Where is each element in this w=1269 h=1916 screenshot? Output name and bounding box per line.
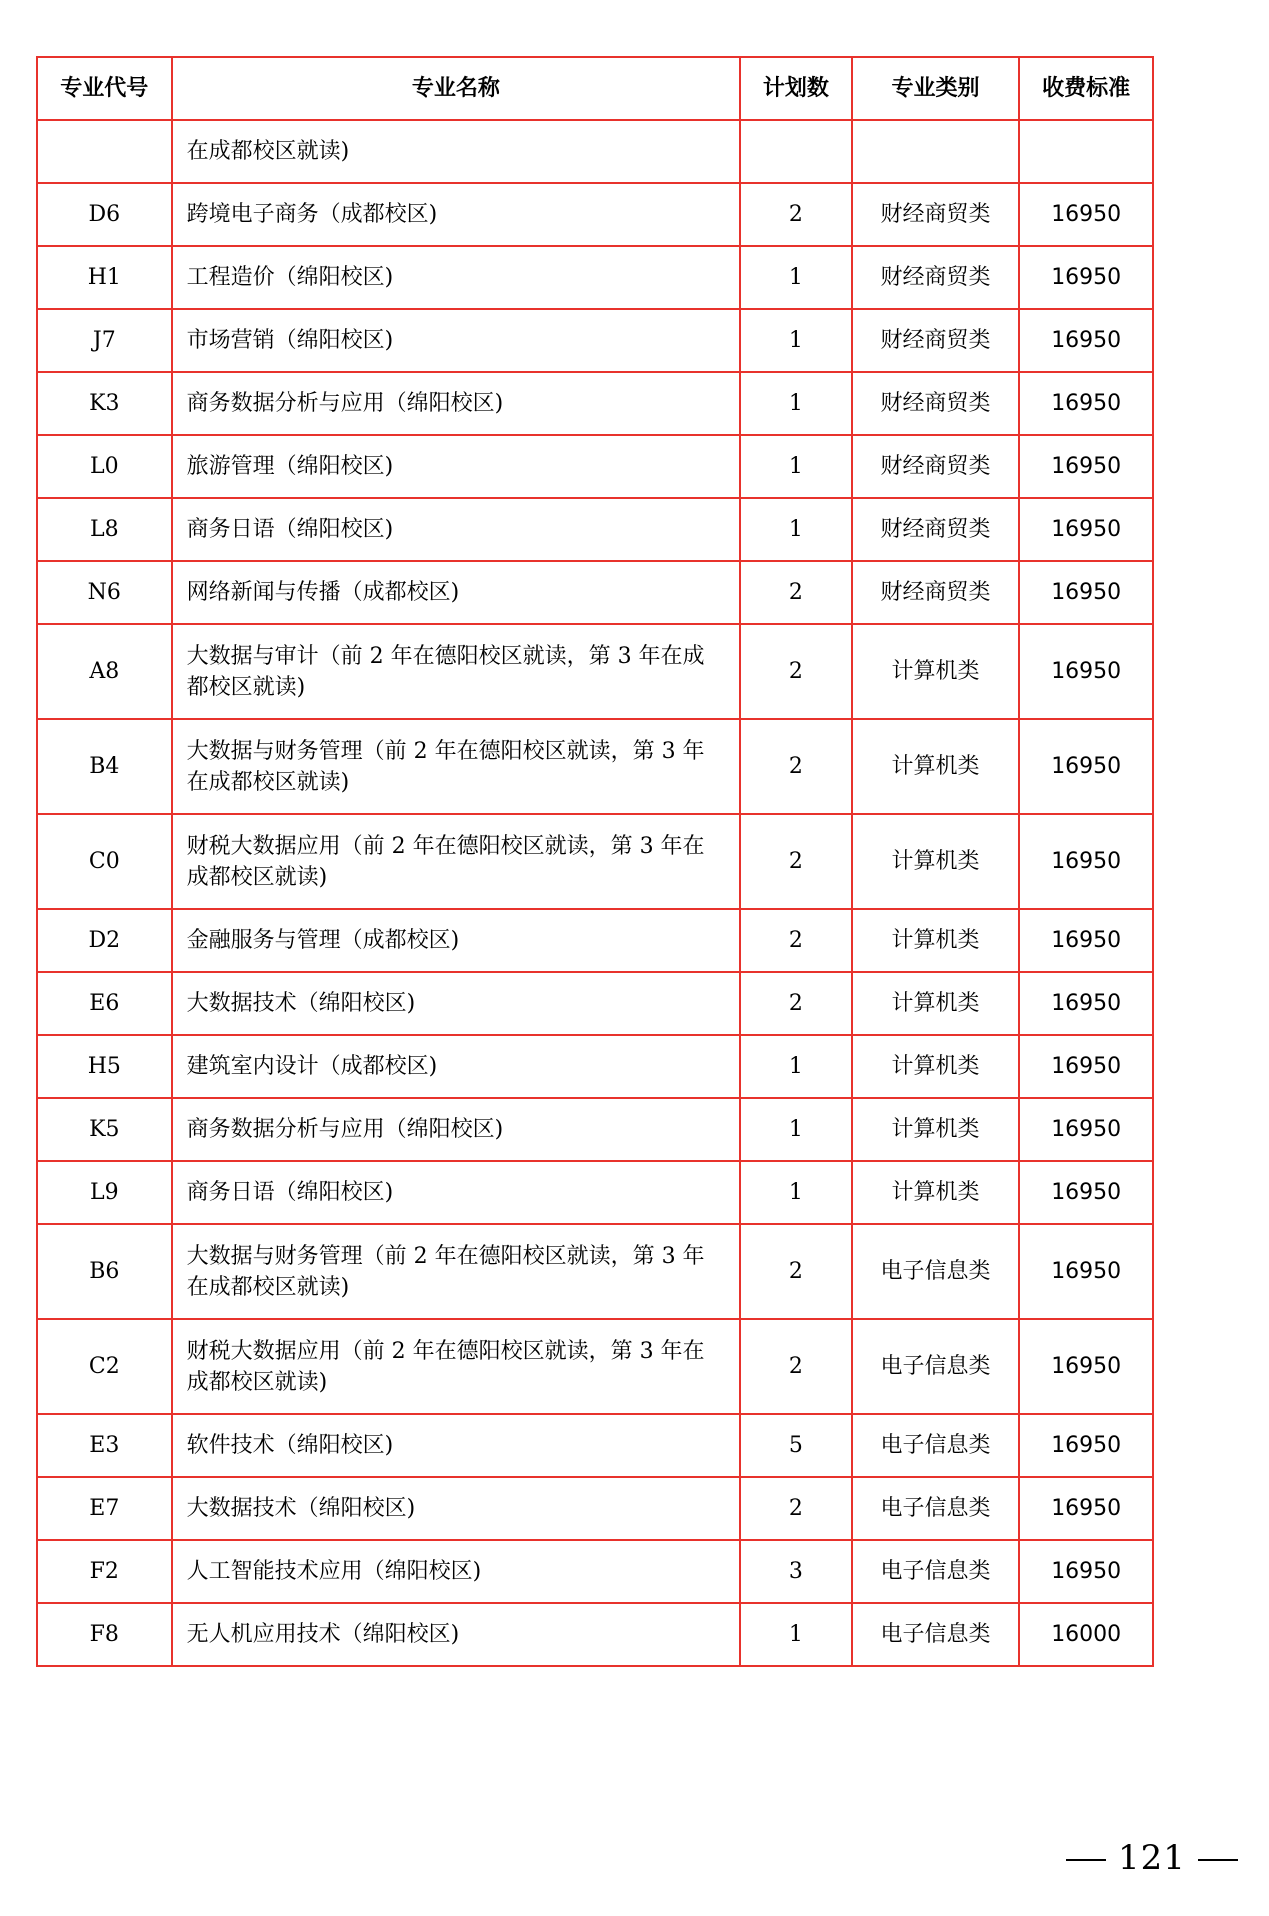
table-header-row bbox=[37, 57, 1153, 120]
cell-fee: 16950 bbox=[1019, 1161, 1153, 1224]
table-row bbox=[37, 719, 1153, 814]
cell-name: 建筑室内设计（成都校区) bbox=[172, 1035, 741, 1098]
cell-name: 大数据技术（绵阳校区) bbox=[172, 972, 741, 1035]
cell-fee: 16950 bbox=[1019, 498, 1153, 561]
table-row bbox=[37, 1224, 1153, 1319]
cell-category bbox=[852, 120, 1020, 183]
footer-dash-left bbox=[1066, 1859, 1106, 1861]
cell-plan: 5 bbox=[740, 1414, 851, 1477]
table-row bbox=[37, 435, 1153, 498]
table-row bbox=[37, 246, 1153, 309]
cell-fee: 16950 bbox=[1019, 1319, 1153, 1414]
cell-category: 财经商贸类 bbox=[852, 309, 1020, 372]
cell-category: 计算机类 bbox=[852, 972, 1020, 1035]
header-code: 专业代号 bbox=[37, 57, 172, 120]
cell-plan: 1 bbox=[740, 435, 851, 498]
cell-plan: 2 bbox=[740, 561, 851, 624]
cell-category: 财经商贸类 bbox=[852, 372, 1020, 435]
cell-fee: 16950 bbox=[1019, 1540, 1153, 1603]
footer-dash-right bbox=[1198, 1859, 1238, 1861]
cell-name: 旅游管理（绵阳校区) bbox=[172, 435, 741, 498]
cell-fee: 16950 bbox=[1019, 1414, 1153, 1477]
cell-name: 商务日语（绵阳校区) bbox=[172, 1161, 741, 1224]
table-row bbox=[37, 561, 1153, 624]
cell-name: 人工智能技术应用（绵阳校区) bbox=[172, 1540, 741, 1603]
cell-plan: 1 bbox=[740, 1161, 851, 1224]
table-row bbox=[37, 1161, 1153, 1224]
cell-code: C0 bbox=[37, 814, 172, 909]
cell-name: 在成都校区就读) bbox=[172, 120, 741, 183]
table-row bbox=[37, 1035, 1153, 1098]
cell-code: L8 bbox=[37, 498, 172, 561]
table-row bbox=[37, 1319, 1153, 1414]
cell-fee: 16950 bbox=[1019, 183, 1153, 246]
cell-code: C2 bbox=[37, 1319, 172, 1414]
cell-category: 财经商贸类 bbox=[852, 183, 1020, 246]
cell-fee: 16950 bbox=[1019, 1098, 1153, 1161]
cell-plan: 2 bbox=[740, 1319, 851, 1414]
cell-plan: 3 bbox=[740, 1540, 851, 1603]
header-fee: 收费标准 bbox=[1019, 57, 1153, 120]
cell-name: 工程造价（绵阳校区) bbox=[172, 246, 741, 309]
cell-fee: 16950 bbox=[1019, 1035, 1153, 1098]
cell-category: 计算机类 bbox=[852, 814, 1020, 909]
cell-fee: 16950 bbox=[1019, 909, 1153, 972]
cell-code: E7 bbox=[37, 1477, 172, 1540]
cell-code: L9 bbox=[37, 1161, 172, 1224]
cell-fee: 16950 bbox=[1019, 719, 1153, 814]
cell-code: K5 bbox=[37, 1098, 172, 1161]
cell-category: 电子信息类 bbox=[852, 1603, 1020, 1666]
cell-plan: 1 bbox=[740, 372, 851, 435]
cell-fee: 16950 bbox=[1019, 309, 1153, 372]
cell-plan: 2 bbox=[740, 814, 851, 909]
cell-code: B6 bbox=[37, 1224, 172, 1319]
cell-plan: 1 bbox=[740, 246, 851, 309]
cell-code: F2 bbox=[37, 1540, 172, 1603]
cell-category: 计算机类 bbox=[852, 909, 1020, 972]
cell-code: D2 bbox=[37, 909, 172, 972]
cell-fee: 16950 bbox=[1019, 246, 1153, 309]
table-row bbox=[37, 1098, 1153, 1161]
cell-name: 商务日语（绵阳校区) bbox=[172, 498, 741, 561]
cell-category: 计算机类 bbox=[852, 624, 1020, 719]
cell-fee: 16950 bbox=[1019, 561, 1153, 624]
cell-plan bbox=[740, 120, 851, 183]
cell-name: 大数据与财务管理（前 2 年在德阳校区就读，第 3 年在成都校区就读) bbox=[172, 719, 741, 814]
cell-fee: 16950 bbox=[1019, 814, 1153, 909]
cell-category: 计算机类 bbox=[852, 1161, 1020, 1224]
cell-category: 财经商贸类 bbox=[852, 561, 1020, 624]
header-category: 专业类别 bbox=[852, 57, 1020, 120]
cell-name: 跨境电子商务（成都校区) bbox=[172, 183, 741, 246]
cell-code: H1 bbox=[37, 246, 172, 309]
table-row bbox=[37, 309, 1153, 372]
cell-code: A8 bbox=[37, 624, 172, 719]
cell-code: F8 bbox=[37, 1603, 172, 1666]
cell-category: 电子信息类 bbox=[852, 1477, 1020, 1540]
cell-name: 财税大数据应用（前 2 年在德阳校区就读，第 3 年在成都校区就读) bbox=[172, 814, 741, 909]
cell-plan: 2 bbox=[740, 183, 851, 246]
table-row bbox=[37, 1477, 1153, 1540]
table-row bbox=[37, 498, 1153, 561]
table-row bbox=[37, 624, 1153, 719]
cell-plan: 1 bbox=[740, 1098, 851, 1161]
table-row bbox=[37, 972, 1153, 1035]
page-footer bbox=[1054, 1838, 1250, 1878]
cell-plan: 1 bbox=[740, 498, 851, 561]
cell-plan: 2 bbox=[740, 624, 851, 719]
table-row bbox=[37, 372, 1153, 435]
cell-fee: 16950 bbox=[1019, 435, 1153, 498]
cell-name: 商务数据分析与应用（绵阳校区) bbox=[172, 1098, 741, 1161]
cell-name: 网络新闻与传播（成都校区) bbox=[172, 561, 741, 624]
cell-name: 无人机应用技术（绵阳校区) bbox=[172, 1603, 741, 1666]
cell-code: L0 bbox=[37, 435, 172, 498]
cell-code: J7 bbox=[37, 309, 172, 372]
cell-plan: 2 bbox=[740, 972, 851, 1035]
page-number: 121 bbox=[1118, 1838, 1186, 1878]
cell-plan: 2 bbox=[740, 1477, 851, 1540]
cell-category: 计算机类 bbox=[852, 1035, 1020, 1098]
cell-name: 商务数据分析与应用（绵阳校区) bbox=[172, 372, 741, 435]
cell-category: 电子信息类 bbox=[852, 1540, 1020, 1603]
cell-category: 电子信息类 bbox=[852, 1319, 1020, 1414]
header-plan: 计划数 bbox=[740, 57, 851, 120]
cell-plan: 2 bbox=[740, 1224, 851, 1319]
cell-name: 大数据技术（绵阳校区) bbox=[172, 1477, 741, 1540]
cell-plan: 1 bbox=[740, 1603, 851, 1666]
cell-fee: 16950 bbox=[1019, 972, 1153, 1035]
cell-code: N6 bbox=[37, 561, 172, 624]
cell-code bbox=[37, 120, 172, 183]
table-row bbox=[37, 1540, 1153, 1603]
cell-fee: 16950 bbox=[1019, 1224, 1153, 1319]
enrollment-plan-table bbox=[36, 56, 1154, 1667]
table-row bbox=[37, 1603, 1153, 1666]
cell-name: 软件技术（绵阳校区) bbox=[172, 1414, 741, 1477]
cell-plan: 1 bbox=[740, 309, 851, 372]
cell-code: B4 bbox=[37, 719, 172, 814]
cell-code: E6 bbox=[37, 972, 172, 1035]
cell-name: 市场营销（绵阳校区) bbox=[172, 309, 741, 372]
cell-plan: 2 bbox=[740, 719, 851, 814]
cell-category: 财经商贸类 bbox=[852, 498, 1020, 561]
cell-category: 财经商贸类 bbox=[852, 246, 1020, 309]
cell-category: 计算机类 bbox=[852, 1098, 1020, 1161]
cell-fee: 16950 bbox=[1019, 624, 1153, 719]
table-row bbox=[37, 1414, 1153, 1477]
cell-fee: 16950 bbox=[1019, 1477, 1153, 1540]
cell-category: 电子信息类 bbox=[852, 1224, 1020, 1319]
cell-name: 金融服务与管理（成都校区) bbox=[172, 909, 741, 972]
table-row bbox=[37, 814, 1153, 909]
cell-plan: 1 bbox=[740, 1035, 851, 1098]
cell-fee: 16950 bbox=[1019, 372, 1153, 435]
cell-name: 大数据与审计（前 2 年在德阳校区就读，第 3 年在成都校区就读) bbox=[172, 624, 741, 719]
cell-code: D6 bbox=[37, 183, 172, 246]
cell-category: 财经商贸类 bbox=[852, 435, 1020, 498]
cell-code: E3 bbox=[37, 1414, 172, 1477]
table-row bbox=[37, 183, 1153, 246]
cell-plan: 2 bbox=[740, 909, 851, 972]
cell-name: 财税大数据应用（前 2 年在德阳校区就读，第 3 年在成都校区就读) bbox=[172, 1319, 741, 1414]
cell-category: 电子信息类 bbox=[852, 1414, 1020, 1477]
table-row bbox=[37, 120, 1153, 183]
cell-category: 计算机类 bbox=[852, 719, 1020, 814]
header-name: 专业名称 bbox=[172, 57, 741, 120]
cell-name: 大数据与财务管理（前 2 年在德阳校区就读，第 3 年在成都校区就读) bbox=[172, 1224, 741, 1319]
table-row bbox=[37, 909, 1153, 972]
cell-fee bbox=[1019, 120, 1153, 183]
cell-code: H5 bbox=[37, 1035, 172, 1098]
cell-fee: 16000 bbox=[1019, 1603, 1153, 1666]
cell-code: K3 bbox=[37, 372, 172, 435]
